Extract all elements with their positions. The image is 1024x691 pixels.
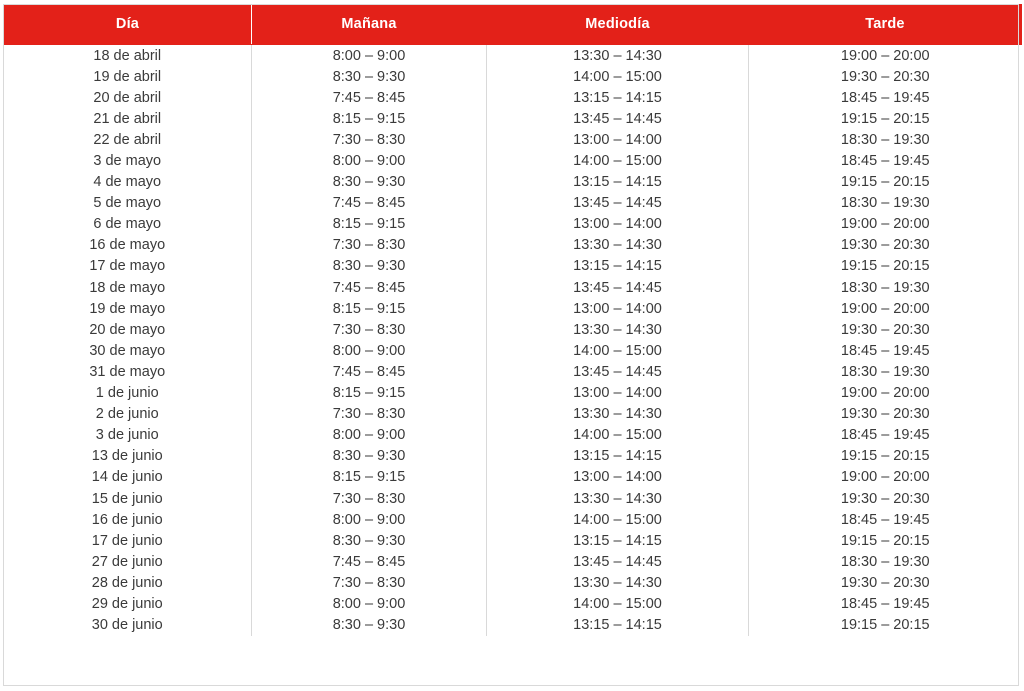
cell-mediodia: 13:45 – 14:45 xyxy=(487,551,749,572)
cell-mediodia: 13:45 – 14:45 xyxy=(487,193,749,214)
cell-tarde: 19:15 – 20:15 xyxy=(749,446,1022,467)
cell-dia: 1 de junio xyxy=(4,383,252,404)
cell-tarde: 19:15 – 20:15 xyxy=(749,256,1022,277)
cell-manana: 8:15 – 9:15 xyxy=(332,300,406,317)
cell-mediodia: 13:45 – 14:45 xyxy=(487,108,749,129)
cell-mediodia: 14:00 – 15:00 xyxy=(487,593,749,614)
cell-dia: 21 de abril xyxy=(4,108,252,129)
cell-dia: 27 de junio xyxy=(4,551,252,572)
cell-manana: 8:15 – 9:15 xyxy=(332,385,406,402)
table-row xyxy=(4,551,1022,572)
cell-dia: 19 de mayo xyxy=(4,298,252,319)
cell-manana: 8:00 – 9:00 xyxy=(332,47,406,64)
cell-dia: 19 de abril xyxy=(4,66,252,87)
cell-manana: 8:30 – 9:30 xyxy=(332,174,406,191)
cell-tarde: 19:15 – 20:15 xyxy=(749,615,1022,636)
cell-tarde: 19:30 – 20:30 xyxy=(749,572,1022,593)
cell-manana: 8:30 – 9:30 xyxy=(332,532,406,549)
cell-tarde: 19:00 – 20:00 xyxy=(749,467,1022,488)
column-header-dia: Día xyxy=(4,5,252,45)
cell-dia: 2 de junio xyxy=(4,404,252,425)
cell-dia: 30 de mayo xyxy=(4,340,252,361)
cell-tarde: 18:30 – 19:30 xyxy=(749,193,1022,214)
cell-tarde: 18:45 – 19:45 xyxy=(749,87,1022,108)
table-body xyxy=(4,45,1022,636)
cell-manana: 8:00 – 9:00 xyxy=(332,511,406,528)
table-row xyxy=(4,509,1022,530)
cell-manana: 8:30 – 9:30 xyxy=(332,258,406,275)
table-header xyxy=(4,5,1022,45)
table-header-row xyxy=(4,5,1022,45)
table-row xyxy=(4,446,1022,467)
cell-mediodia: 14:00 – 15:00 xyxy=(487,150,749,171)
cell-mediodia: 13:00 – 14:00 xyxy=(487,298,749,319)
cell-tarde: 19:15 – 20:15 xyxy=(749,108,1022,129)
cell-dia: 18 de mayo xyxy=(4,277,252,298)
cell-tarde: 18:30 – 19:30 xyxy=(749,277,1022,298)
table-row xyxy=(4,593,1022,614)
cell-dia: 16 de junio xyxy=(4,509,252,530)
cell-mediodia: 13:45 – 14:45 xyxy=(487,361,749,382)
cell-dia: 20 de abril xyxy=(4,87,252,108)
cell-tarde: 18:45 – 19:45 xyxy=(749,150,1022,171)
cell-tarde: 19:15 – 20:15 xyxy=(749,172,1022,193)
cell-manana: 7:45 – 8:45 xyxy=(332,553,406,570)
table-row xyxy=(4,467,1022,488)
cell-dia: 22 de abril xyxy=(4,129,252,150)
cell-manana: 7:45 – 8:45 xyxy=(332,195,406,212)
cell-mediodia: 13:15 – 14:15 xyxy=(487,256,749,277)
cell-manana: 7:45 – 8:45 xyxy=(332,89,406,106)
column-header-mediodia: Mediodía xyxy=(487,5,749,45)
cell-tarde: 18:45 – 19:45 xyxy=(749,425,1022,446)
table-row xyxy=(4,214,1022,235)
table-row xyxy=(4,256,1022,277)
cell-dia: 4 de mayo xyxy=(4,172,252,193)
cell-dia: 3 de junio xyxy=(4,425,252,446)
cell-mediodia: 13:00 – 14:00 xyxy=(487,214,749,235)
cell-mediodia: 13:00 – 14:00 xyxy=(487,467,749,488)
cell-manana: 8:15 – 9:15 xyxy=(332,110,406,127)
cell-tarde: 19:30 – 20:30 xyxy=(749,404,1022,425)
cell-tarde: 18:45 – 19:45 xyxy=(749,593,1022,614)
cell-mediodia: 13:15 – 14:15 xyxy=(487,446,749,467)
cell-tarde: 18:30 – 19:30 xyxy=(749,129,1022,150)
cell-mediodia: 14:00 – 15:00 xyxy=(487,66,749,87)
cell-tarde: 19:00 – 20:00 xyxy=(749,298,1022,319)
column-header-tarde: Tarde xyxy=(749,5,1022,45)
table-row xyxy=(4,383,1022,404)
table-row xyxy=(4,235,1022,256)
cell-mediodia: 13:45 – 14:45 xyxy=(487,277,749,298)
table-row xyxy=(4,615,1022,636)
cell-mediodia: 14:00 – 15:00 xyxy=(487,340,749,361)
cell-dia: 6 de mayo xyxy=(4,214,252,235)
cell-tarde: 19:30 – 20:30 xyxy=(749,319,1022,340)
cell-mediodia: 13:30 – 14:30 xyxy=(487,45,749,67)
cell-tarde: 19:00 – 20:00 xyxy=(749,383,1022,404)
cell-manana: 7:30 – 8:30 xyxy=(332,131,406,148)
cell-tarde: 18:30 – 19:30 xyxy=(749,551,1022,572)
cell-mediodia: 13:30 – 14:30 xyxy=(487,572,749,593)
cell-dia: 3 de mayo xyxy=(4,150,252,171)
table-row xyxy=(4,488,1022,509)
table-row xyxy=(4,361,1022,382)
cell-dia: 5 de mayo xyxy=(4,193,252,214)
cell-tarde: 19:30 – 20:30 xyxy=(749,66,1022,87)
cell-tarde: 19:00 – 20:00 xyxy=(749,214,1022,235)
cell-manana: 7:30 – 8:30 xyxy=(332,237,406,254)
cell-dia: 18 de abril xyxy=(4,45,252,67)
table-row xyxy=(4,319,1022,340)
cell-manana: 8:15 – 9:15 xyxy=(332,469,406,486)
table-row xyxy=(4,129,1022,150)
table-row xyxy=(4,572,1022,593)
cell-manana: 7:45 – 8:45 xyxy=(332,363,406,380)
cell-mediodia: 13:30 – 14:30 xyxy=(487,235,749,256)
cell-manana: 8:00 – 9:00 xyxy=(332,427,406,444)
cell-manana: 7:30 – 8:30 xyxy=(332,574,406,591)
cell-dia: 31 de mayo xyxy=(4,361,252,382)
cell-manana: 8:00 – 9:00 xyxy=(332,153,406,170)
table-row xyxy=(4,108,1022,129)
cell-dia: 30 de junio xyxy=(4,615,252,636)
cell-mediodia: 13:00 – 14:00 xyxy=(487,383,749,404)
cell-dia: 17 de junio xyxy=(4,530,252,551)
table-row xyxy=(4,298,1022,319)
cell-mediodia: 13:15 – 14:15 xyxy=(487,87,749,108)
cell-dia: 13 de junio xyxy=(4,446,252,467)
cell-mediodia: 13:30 – 14:30 xyxy=(487,488,749,509)
table-row xyxy=(4,530,1022,551)
cell-mediodia: 13:15 – 14:15 xyxy=(487,530,749,551)
table-row xyxy=(4,404,1022,425)
cell-mediodia: 14:00 – 15:00 xyxy=(487,509,749,530)
cell-dia: 28 de junio xyxy=(4,572,252,593)
table-row xyxy=(4,172,1022,193)
cell-mediodia: 13:30 – 14:30 xyxy=(487,404,749,425)
cell-mediodia: 13:00 – 14:00 xyxy=(487,129,749,150)
column-header-manana: Mañana xyxy=(252,5,487,45)
cell-dia: 15 de junio xyxy=(4,488,252,509)
cell-dia: 16 de mayo xyxy=(4,235,252,256)
cell-tarde: 19:15 – 20:15 xyxy=(749,530,1022,551)
cell-manana: 8:30 – 9:30 xyxy=(332,448,406,465)
cell-tarde: 19:30 – 20:30 xyxy=(749,235,1022,256)
cell-tarde: 18:30 – 19:30 xyxy=(749,361,1022,382)
table-row xyxy=(4,87,1022,108)
cell-mediodia: 14:00 – 15:00 xyxy=(487,425,749,446)
table-row xyxy=(4,425,1022,446)
cell-mediodia: 13:15 – 14:15 xyxy=(487,615,749,636)
cell-manana: 8:15 – 9:15 xyxy=(332,216,406,233)
table-row xyxy=(4,66,1022,87)
cell-dia: 29 de junio xyxy=(4,593,252,614)
cell-manana: 8:00 – 9:00 xyxy=(332,342,406,359)
schedule-table xyxy=(3,4,1022,636)
table-row xyxy=(4,45,1022,67)
cell-tarde: 19:00 – 20:00 xyxy=(749,45,1022,67)
cell-manana: 8:30 – 9:30 xyxy=(332,68,406,85)
table-row xyxy=(4,193,1022,214)
cell-manana: 7:30 – 8:30 xyxy=(332,490,406,507)
table-row xyxy=(4,340,1022,361)
cell-dia: 17 de mayo xyxy=(4,256,252,277)
cell-manana: 7:30 – 8:30 xyxy=(332,406,406,423)
cell-tarde: 19:30 – 20:30 xyxy=(749,488,1022,509)
cell-dia: 14 de junio xyxy=(4,467,252,488)
cell-dia: 20 de mayo xyxy=(4,319,252,340)
cell-mediodia: 13:30 – 14:30 xyxy=(487,319,749,340)
cell-manana: 7:30 – 8:30 xyxy=(332,321,406,338)
cell-manana: 8:30 – 9:30 xyxy=(332,617,406,634)
cell-manana: 8:00 – 9:00 xyxy=(332,595,406,612)
table-row xyxy=(4,150,1022,171)
cell-manana: 7:45 – 8:45 xyxy=(332,279,406,296)
cell-tarde: 18:45 – 19:45 xyxy=(749,509,1022,530)
cell-tarde: 18:45 – 19:45 xyxy=(749,340,1022,361)
table-row xyxy=(4,277,1022,298)
cell-mediodia: 13:15 – 14:15 xyxy=(487,172,749,193)
